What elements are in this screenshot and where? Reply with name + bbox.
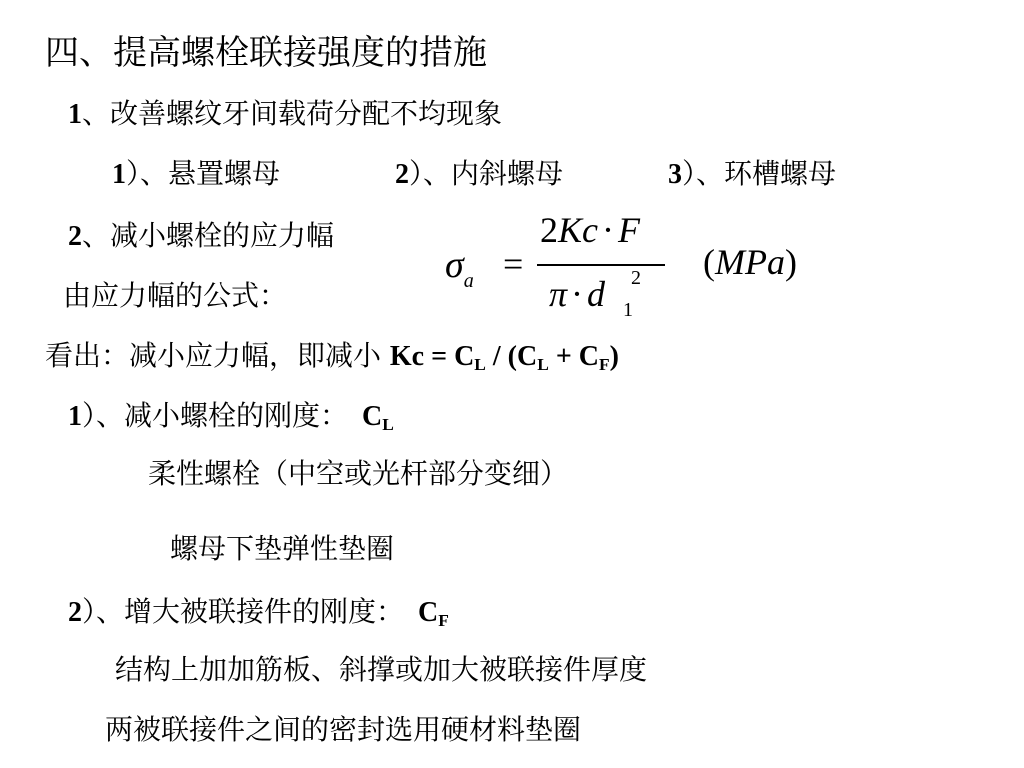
item-text: ）、环槽螺母 [682,157,837,190]
subsection-2-detail-2: 两被联接件之间的密封选用硬材料垫圈 [105,713,582,746]
subsection-1-heading [68,399,394,434]
subsection-1-detail-1: 柔性螺栓（中空或光杆部分变细） [148,457,569,490]
subsection-2-text: ）、增大被联接件的刚度： [82,595,405,628]
item-text: ）、悬置螺母 [126,157,281,190]
formula-sigma: σ [445,244,464,286]
denominator-superscript: 2 [631,267,641,289]
item-number: 3 [668,159,682,190]
item-text: ）、内斜螺母 [409,157,564,190]
denominator-d: d [587,274,606,314]
section-2-text: 、减小螺栓的应力幅 [82,219,335,252]
section-1-item-2 [395,157,564,190]
numerator-kc: Kc [558,210,598,250]
subsection-1-number: 1 [68,401,82,432]
stress-amplitude-formula [445,205,825,325]
unit-open-paren: ( [703,242,715,282]
conclusion-mid: / (C [485,341,538,372]
section-2-heading [68,219,335,252]
formula-numerator [540,209,640,251]
formula-unit [703,241,797,283]
page-title: 四、提高螺栓联接强度的措施 [45,33,487,73]
conclusion-sub-f: F [599,354,610,374]
unit-mpa: MPa [715,242,785,282]
section-2-number: 2 [68,221,82,252]
subsection-2-heading [68,595,449,630]
subsection-2-number: 2 [68,597,82,628]
formula-intro: 由应力幅的公式： [63,279,288,312]
numerator-f: F [618,210,640,250]
subsection-1-symbol-sub: L [382,414,394,434]
conclusion-close: ) [609,341,619,372]
subsection-1-detail-2: 螺母下垫弹性垫圈 [170,532,395,565]
subsection-2-symbol-sub: F [438,610,449,630]
section-1-item-3 [668,157,837,190]
subsection-1-text: ）、减小螺栓的刚度： [82,399,349,432]
conclusion-text: 看出：减小应力幅，即减小 [45,339,390,372]
conclusion-sub-l2: L [537,354,549,374]
formula-lhs [445,243,474,292]
item-number: 1 [112,159,126,190]
denominator-pi: π [549,274,568,314]
formula-denominator [549,273,605,315]
formula-equals: = [503,244,524,284]
subsection-2-symbol: C [418,597,439,628]
section-1-number: 1 [68,99,82,130]
numerator-coefficient: 2 [540,210,558,250]
denominator-subscript: 1 [623,299,633,321]
fraction-bar [537,264,665,266]
subsection-2-detail-1: 结构上加加筋板、斜撑或加大被联接件厚度 [115,653,648,686]
conclusion-sub-l1: L [474,354,486,374]
conclusion-plus: + C [548,341,599,372]
section-1-text: 、改善螺纹牙间载荷分配不均现象 [82,97,503,130]
conclusion-kc: Kc = C [389,341,475,372]
conclusion-line [45,339,619,374]
item-number: 2 [395,159,409,190]
denominator-dot: · [571,274,584,314]
section-1-item-1 [112,157,281,190]
numerator-dot: · [602,210,614,250]
formula-sigma-subscript: a [463,270,474,292]
unit-close-paren: ) [784,242,797,282]
section-1-heading [68,97,503,130]
subsection-1-symbol: C [362,401,383,432]
